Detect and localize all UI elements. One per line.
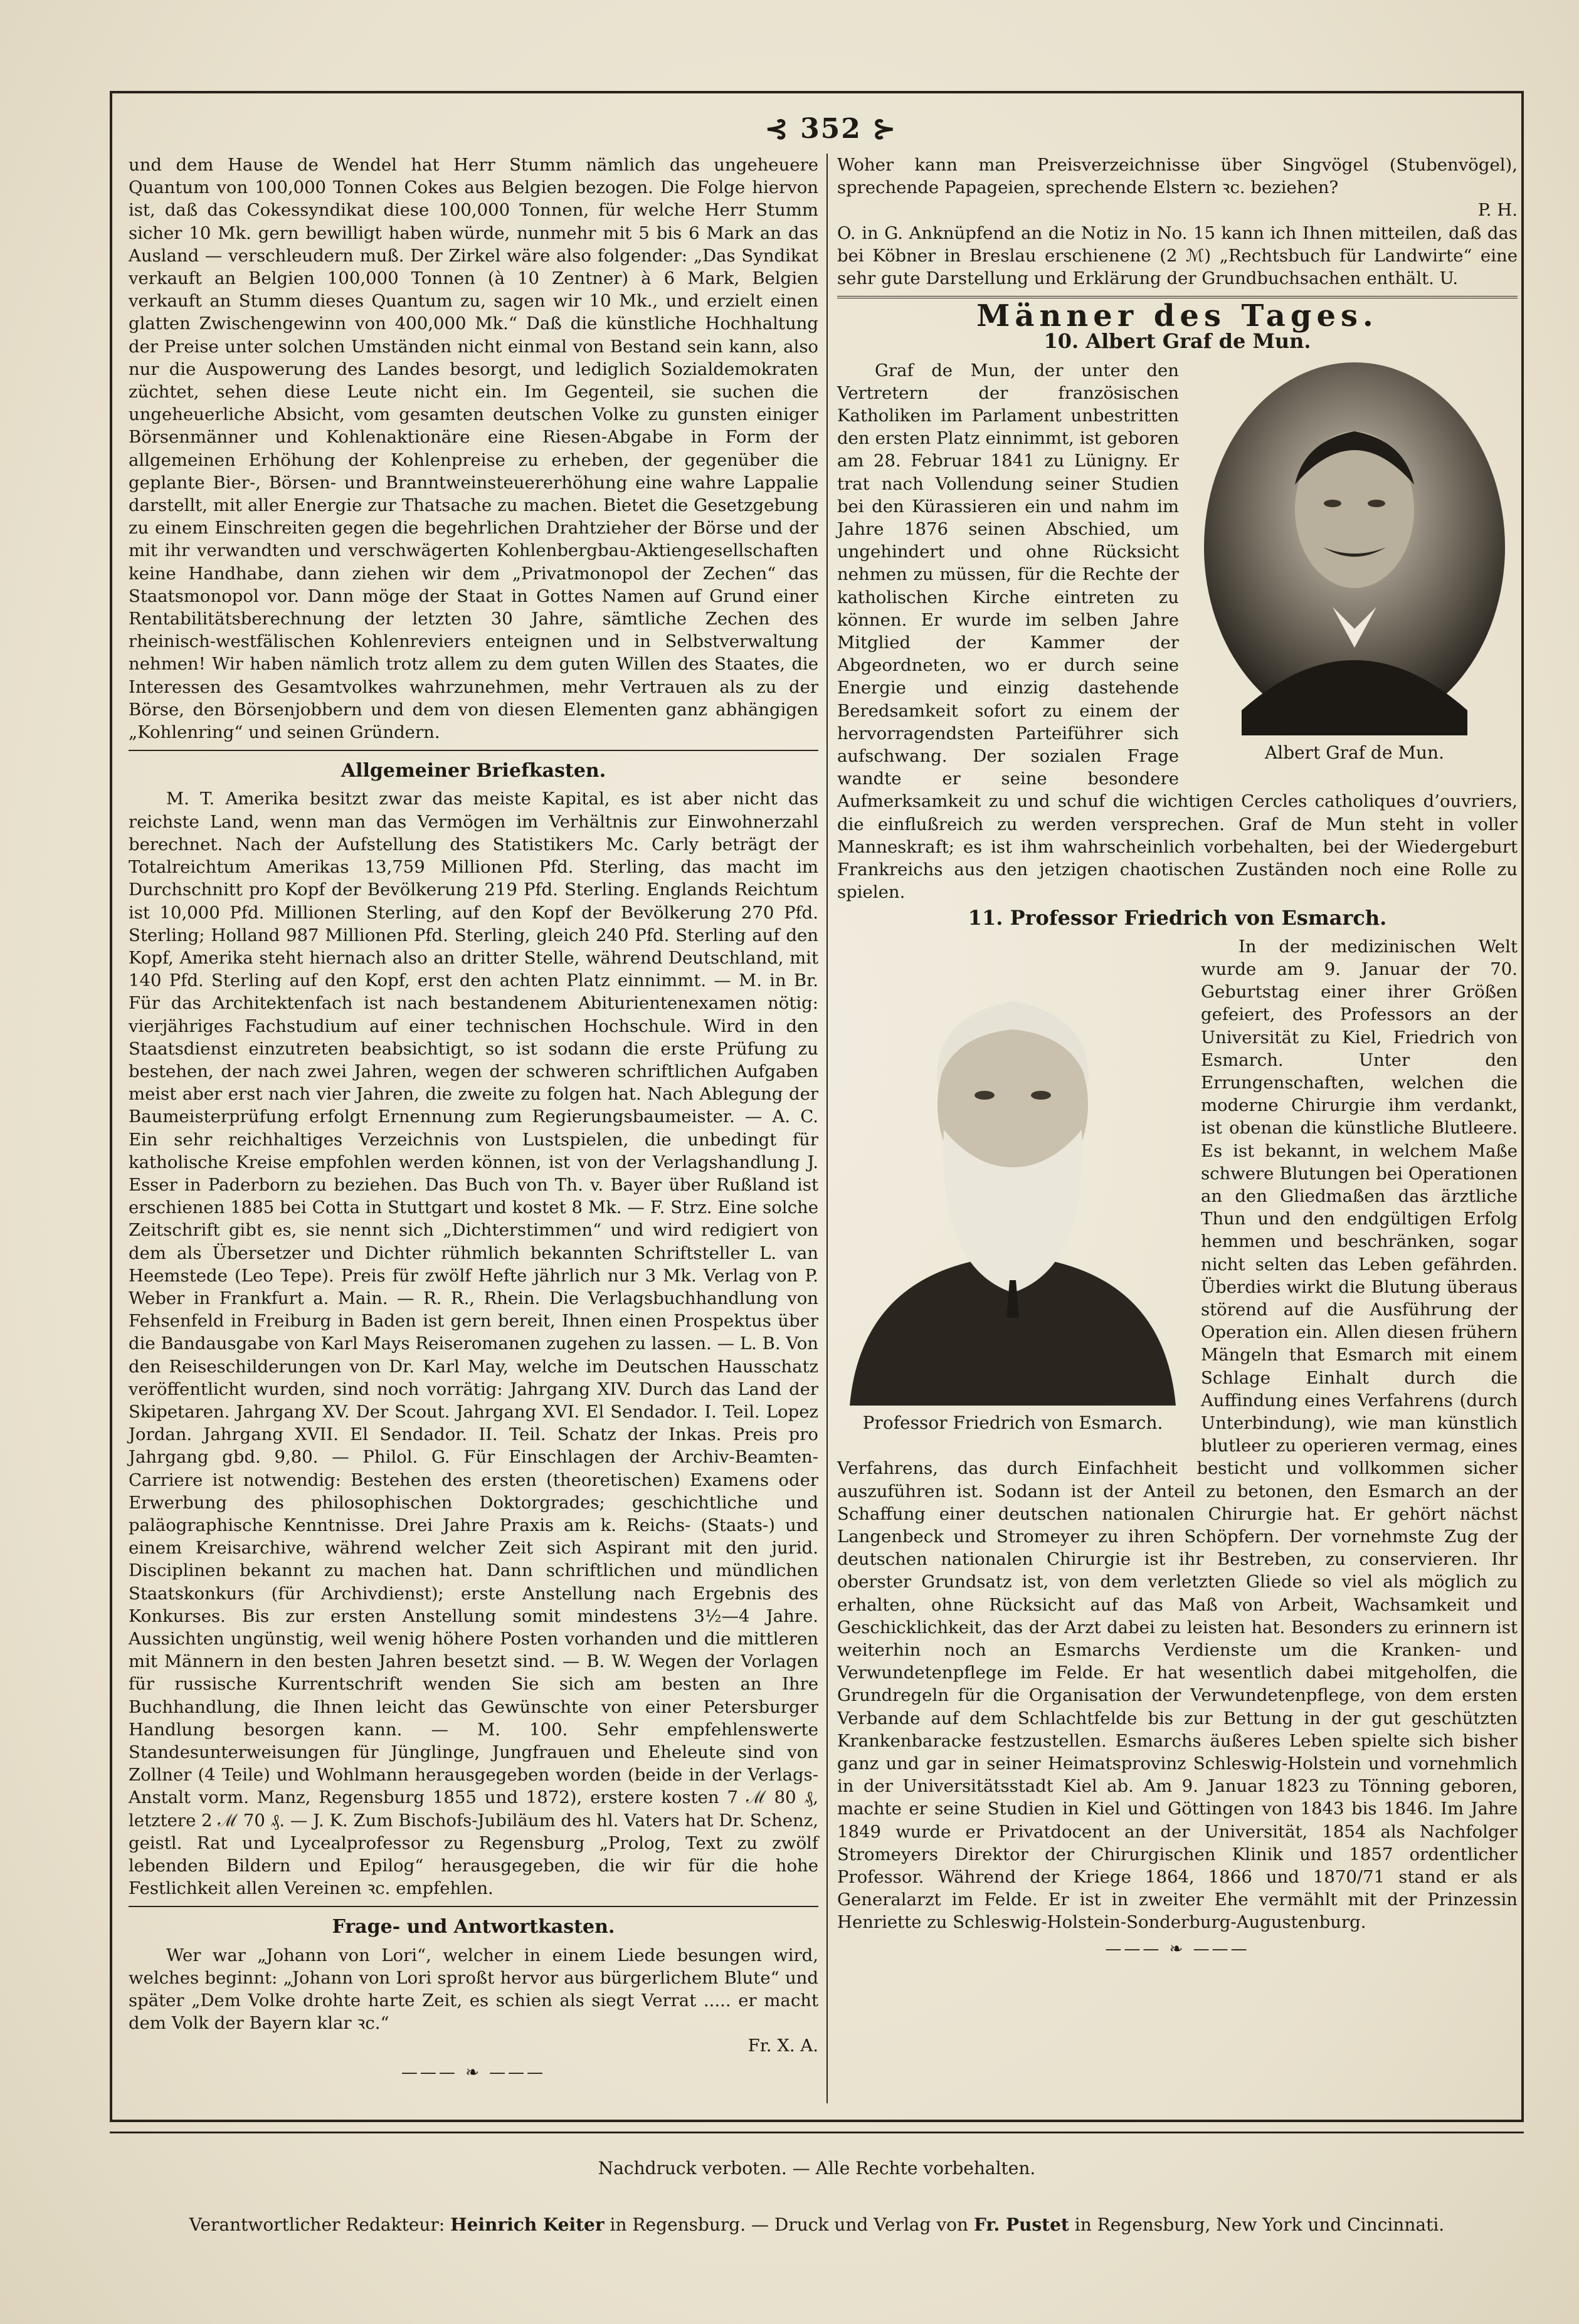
ornament-left-icon: ⊰ xyxy=(764,113,801,145)
coal-article-text: und dem Hause de Wendel hat Herr Stumm nämlich das ungeheuere Quantum von 100,000 Tonnen Cokes aus Belgien bezogen. Die Folge hiervon ist, daß das Cokessyndikat diese 100,000 Tonnen, für welche Herr Stumm sicher 10 Mk. gern bewilligt haben würde, nunmehr mit 5 bis 6 Mark an das Ausland — verschleudern muß. Der Zirkel wäre also folgender: „Das Syndikat verkauft an Belgien 100,000 Tonnen (à 10 Zentner) à 6 Mark, Belgien verkauft an Stumm dieses Quantum zu, sagen wir 10 Mk., und erzielt einen glatten Zwischengewinn von 400,000 Mk.“ Daß die künstliche Hochhaltung der Preise unter solchen Umständen nicht einmal von Bestand sein kann, also nur die Auspowerung des Landes besorgt, und lediglich Sozialdemokraten züchtet, sehen diese Leute nicht ein. Im Gegenteil, sie suchen die ungeheuerliche Absicht, vom gesamten deutschen Volke zu gunsten einiger Börsenmänner und Kohlenaktionäre eine Riesen-Abgabe in Form der allgemeinen Erhöhung der Kohlenpreise zu erheben, der gegenüber die geplante Bier-, Börsen- und Branntweinsteuererhöhung eine wahre Lappalie darstellt, mit aller Energie zur Thatsache zu machen. Bietet die Gesetzgebung zu einem Einschreiten gegen die begehrlichen Drahtzieher der Börse und der mit ihr verwandten und verschwägerten Kohlenbergbau-Aktiengesellschaften keine Handhabe, dann ziehen wir dem „Privatmonopol der Zechen“ das Staatsmonopol vor. Dann möge der Staat in Gottes Namen auf Grund einer Rentabilitätsberechnung der letzten 30 Jahre, sämtliche Zechen des rheinisch-westfälischen Kohlenreviers enteignen und in Selbstverwaltung nehmen! Wir haben nämlich trotz allem zu dem guten Willen des Staates, die Interessen des Gesamtvolkes wahrzunehmen, mehr Vertrauen als zu der Börse, den Börsenjobbern und dem von diesen Elementen ganz abhängigen „Kohlenring“ und seinen Gründern. xyxy=(129,155,818,743)
footer-rule xyxy=(110,2132,1524,2133)
imprint-mid: in Regensburg. — Druck und Verlag von xyxy=(610,2214,969,2235)
section-rule xyxy=(129,750,818,751)
briefkasten-heading: Allgemeiner Briefkasten. xyxy=(341,760,606,782)
esmarch-figure xyxy=(837,942,1188,1434)
esmarch-heading: 11. Professor Friedrich von Esmarch. xyxy=(968,905,1387,930)
esmarch-caption: Professor Friedrich von Esmarch. xyxy=(862,1412,1163,1433)
mun-figure xyxy=(1191,359,1518,764)
frage-text: Wer war „Johann von Lori“, welcher in einem Liede besungen wird, welches beginnt: „Johann von Lori sproßt hervor aus bürgerlichem Blute“ und später „Dem Volke drohte harte Zeit, es schien als siegt Verrat ..... er macht dem Volk der Bayern klar ꝛc.“ xyxy=(129,1945,818,2034)
publisher-name: Fr. Pustet xyxy=(973,2214,1069,2235)
frage-signature: Fr. X. A. xyxy=(747,2036,818,2056)
mun-heading: 10. Albert Graf de Mun. xyxy=(1043,329,1311,354)
answer-text: O. in G. Anknüpfend an die Notiz in No. 15 kann ich Ihnen mitteilen, daß das bei Köbner in Breslau erschienene (2 ℳ) „Rechtsbuch für Landwirte“ eine sehr gute Darstellung und Erklärung der Grundbuchsachen enthält. xyxy=(837,223,1518,289)
esmarch-text: In der medizinischen Welt wurde am 9. Januar der 70. Geburtstag einer ihrer Größen gefeiert, des Professors an der Universität zu Kiel, Friedrich von Esmarch. Unter den Errungenschaften, welchen die moderne Chirurgie ihm verdankt, ist obenan die künstliche Blutleere. Es ist bekannt, in welchem Maße schwere Blutungen bei Operationen an den Gliedmaßen das ärztliche Thun und den endgültigen Erfolg hemmen und beschränken, sogar nicht selten das Leben gefährden. Überdies wirkt die Blutung überaus störend auf die Ausführung der Operation ein. Allen diesen frühern Mängeln that Esmarch mit einem Schlage Einhalt durch die Auffindung eines Verfahrens (durch Unterbindung), wie man künstlich blutleer zu operieren vermag, eines Verfahrens, das durch Einfachheit besticht und vollkommen sicher auszuführen ist. Sodann ist der Anteil zu betonen, den Esmarch an der Schaffung einer deutschen nationalen Chirurgie hat. Er gehört nächst Langenbeck und Stromeyer zu ihren Schöpfern. Der vornehmste Zug der deutschen nationalen Chirurgie ist ihr Bestreben, zu conservieren. Ihr oberster Grundsatz ist, von dem verletzten Gliede so viel als möglich zu erhalten, ohne Rücksicht auf das Maß von Arbeit, Wachsamkeit und Geschicklichkeit, das der Arzt dabei zu leisten hat. Besonders zu erinnern ist weiterhin noch an Esmarchs Verdienste um die Kranken- und Verwundetenpflege im Felde. Er hat wesentlich dabei mitgeholfen, die Grundregeln für die Organisation der Verwundetenpflege, von dem ersten Verbande auf dem Schlachtfelde bis zur Bettung in der gut geschützten Krankenbaracke festzustellen. Esmarchs äußeres Leben spielte sich bisher ganz und gar in seiner Heimatsprovinz Schleswig-Holstein und vornehmlich in der Universitätsstadt Kiel ab. Am 9. Januar 1823 zu Tönning geboren, machte er seine Studien in Kiel und Göttingen von 1843 bis 1846. Im Jahre 1849 wurde er Privatdocent an der Universität, 1854 als Nachfolger Stromeyers Direktor der Chirurgischen Klinik und 1857 ordentlicher Professor. Während der Kriege 1864, 1866 und 1870/71 stand er als Generalarzt im Felde. Er ist in zweiter Ehe vermählt mit der Prinzessin Henriette zu Schleswig-Holstein-Sonderburg-Augustenburg. xyxy=(837,936,1518,1933)
editor-name: Heinrich Keiter xyxy=(450,2214,605,2235)
imprint-suffix: in Regensburg, New York und Cincinnati. xyxy=(1074,2214,1445,2235)
column-divider xyxy=(826,154,828,2103)
imprint-prefix: Verantwortlicher Redakteur: xyxy=(189,2214,445,2235)
briefkasten-text: M. T. Amerika besitzt zwar das meiste Kapital, es ist aber nicht das reichste Land, wenn man das Vermögen im Verhältnis zur Einwohnerzahl berechnet. Nach der Aufstellung des Statistikers Mc. Carly beträgt der Totalreichtum Amerikas 13,759 Millionen Pfd. Sterling, das macht im Durchschnitt pro Kopf der Bevölkerung 219 Pfd. Sterling. Englands Reichtum ist 10,000 Pfd. Millionen Sterling, auf den Kopf der Bevölkerung 270 Pfd. Sterling; Holland 987 Millionen Pfd. Sterling, gleich 240 Pfd. Sterling auf den Kopf, Amerika steht hiernach also an dritter Stelle, während Deutschland, mit 140 Pfd. Sterling auf den Kopf, erst den achten Platz einnimmt. — M. in Br. Für das Architektenfach ist nach bestandenem Abiturientenexamen nötig: vierjähriges Fachstudium auf einer technischen Hochschule. Wird in den Staatsdienst einzutreten beabsichtigt, so ist sodann die erste Prüfung zu bestehen, der nach zwei Jahren, wegen der schweren schriftlichen Aufgaben meist aber erst nach vier Jahren, die zweite zu folgen hat. Nach Ablegung der Baumeisterprüfung erfolgt Ernennung zum Regierungsbaumeister. — A. C. Ein sehr reichhaltiges Verzeichnis von Lustspielen, die unbedingt für katholische Kreise empfohlen werden können, ist von der Verlagshandlung J. Esser in Paderborn zu beziehen. Das Buch von Th. v. Bayer über Rußland ist erschienen 1885 bei Cotta in Stuttgart und kostet 8 Mk. — F. Strz. Eine solche Zeitschrift gibt es, sie nennt sich „Dichterstimmen“ und wird redigiert von dem als Übersetzer und Dichter rühmlich bekannten Schriftsteller L. van Heemstede (Leo Tepe). Preis für zwölf Hefte jährlich nur 3 Mk. Verlag von P. Weber in Frankfurt a. Main. — R. R., Rhein. Die Verlagsbuchhandlung von Fehsenfeld in Freiburg in Baden ist gern bereit, Ihnen einen Prospektus über die Bandausgabe von Karl Mays Reiseromanen zugehen zu lassen. — L. B. Von den Reiseschilderungen von Dr. Karl May, welche im Deutschen Hausschatz veröffentlicht wurden, sind noch vorrätig: Jahrgang XIV. Durch das Land der Skipetaren. Jahrgang XV. Der Scout. Jahrgang XVI. El Sendador. I. Teil. Lopez Jordan. Jahrgang XVII. El Sendador. II. Teil. Schatz der Inkas. Preis pro Jahrgang gbd. 9,80. — Philol. G. Für Einschlagen der Archiv-Beamten-Carriere ist notwendig: Bestehen des ersten (theoretischen) Examens oder Erwerbung des philosophischen Doktorgrades; geschichtliche und paläographische Kenntnisse. Drei Jahre Praxis am k. Reichs- (Staats-) und einem Kreisarchive, während welcher Zeit sich Aspirant mit den jurid. Disciplinen bekannt zu machen hat. Dann schriftlichen und mündlichen Staatskonkurs (für Archivdienst); erste Anstellung nach Ergebnis des Konkurses. Bis zur ersten Anstellung somit mindestens 3½—4 Jahre. Aussichten ungünstig, weil wenig höhere Posten vorhanden und die mittleren mit Männern in den besten Jahren besetzt sind. — B. W. Wegen der Vorlagen für russische Kurrentschrift wenden Sie sich am besten an Ihre Buchhandlung, die Ihnen leicht das Gewünschte von einer Petersburger Handlung besorgen kann. — M. 100. Sehr empfehlenswerte Standesunterweisungen für Jünglinge, Jungfrauen und Eheleute sind von Zollner (4 Teile) und Wohlmann herausgegeben worden (beide in der Verlags-Anstalt vorm. Manz, Regensburg 1855 und 1872), erstere kosten 7 ℳ 80 ₰, letztere 2 ℳ 70 ₰. — J. K. Zum Bischofs-Jubiläum des hl. Vaters hat Dr. Schenz, geistl. Rat und Lycealprofessor zu Regensburg „Prolog, Text zu zwölf lebenden Bildern und Epilog“ herausgegeben, die wir für die hohe Festlichkeit allen Vereinen ꝛc. empfehlen. xyxy=(129,789,818,1899)
end-ornament-icon: ——— ❧ ——— xyxy=(1105,1939,1250,1959)
mun-text: Graf de Mun, der unter den Vertretern der französischen Katholiken im Parlament unbestritten den ersten Platz einnimmt, ist geboren am 28. Februar 1841 zu Lünigny. Er trat nach Vollendung seiner Studien bei den Kürassieren ein und nahm im Jahre 1876 seinen Abschied, um ungehindert und ohne Rücksicht nehmen zu müssen, für die Rechte der katholischen Kirche eintreten zu können. Er wurde im selben Jahre Mitglied der Kammer der Abgeordneten, wo er durch seine Energie und einzig dastehende Beredsamkeit sofort zu einem der hervorragendsten Parteiführer sich aufschwang. Der sozialen Frage wandte er seine besondere Aufmerksamkeit zu und schuf die wichtigen Cercles catholiques d’ouvriers, die einflußreich zu werden versprechen. Graf de Mun steht in voller Manneskraft; es ist ihm wahrscheinlich vorbehalten, bei der Wiedergeburt Frankreichs aus den jetzigen chaotischen Zuständen noch eine Rolle zu spielen. xyxy=(837,360,1518,903)
mun-portrait-image xyxy=(1191,359,1518,735)
reprint-notice: Nachdruck verboten. — Alle Rechte vorbehalten. xyxy=(598,2158,1036,2179)
end-ornament-icon: ——— ❧ ——— xyxy=(401,2063,546,2082)
imprint-line xyxy=(110,2214,1524,2235)
left-column xyxy=(129,154,818,2082)
page-number: ⊰ 352 ⊱ xyxy=(764,113,897,145)
ornament-right-icon: ⊱ xyxy=(861,113,897,145)
frage-heading: Frage- und Antwortkasten. xyxy=(332,1916,615,1938)
answer-signature: U. xyxy=(1439,268,1459,289)
maenner-heading: Männer des Tages. xyxy=(976,298,1378,334)
question-signature: P. H. xyxy=(1477,200,1518,221)
right-column xyxy=(837,154,1518,2072)
section-rule xyxy=(129,1906,818,1907)
question-text: Woher kann man Preisverzeichnisse über Singvögel (Stubenvögel), sprechende Papageien, sprechende Elstern ꝛc. beziehen? xyxy=(837,155,1518,198)
mun-caption: Albert Graf de Mun. xyxy=(1265,742,1444,763)
esmarch-portrait-image xyxy=(837,942,1188,1406)
